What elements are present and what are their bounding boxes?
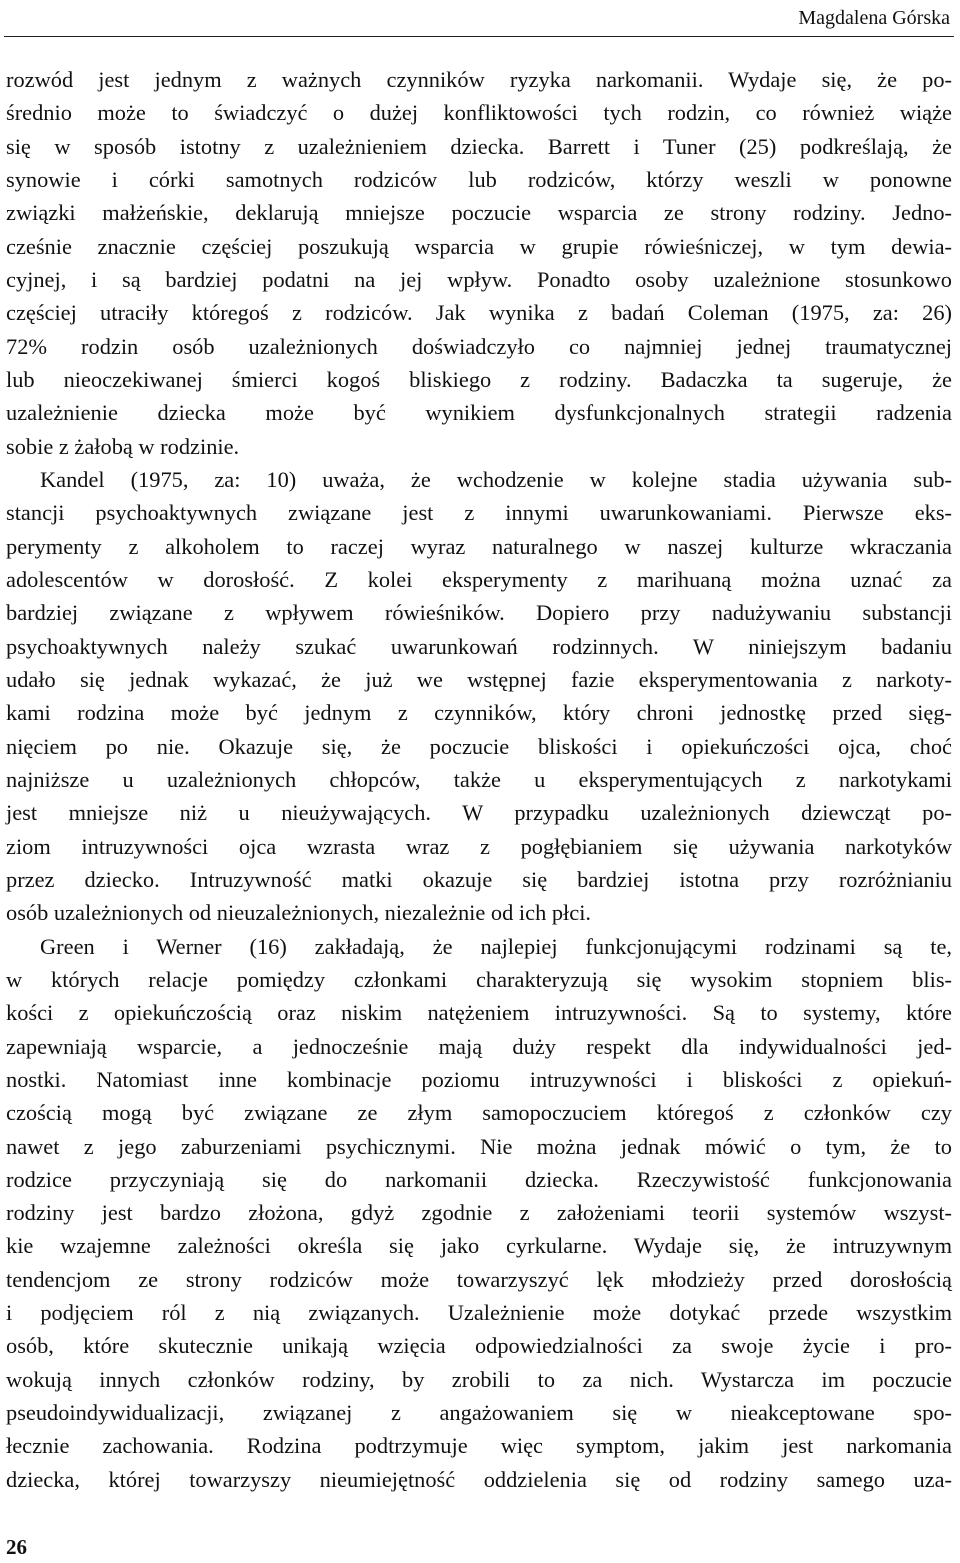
text-line: ziom intruzywności ojca wzrasta wraz z pogłębianiem się używania narkotyków	[6, 833, 952, 859]
text-line: rodzice przyczyniają się do narkomanii dziecka. Rzeczywistość funkcjonowania	[6, 1166, 952, 1192]
text-line: czością mogą być związane ze złym samopoczuciem któregoś z członków czy	[6, 1100, 952, 1126]
text-line: Kandel (1975, za: 10) uważa, że wchodzenie w kolejne stadia używania sub-	[40, 466, 952, 492]
text-line: kości z opiekuńczością oraz niskim natężeniem intruzywności. Są to systemy, które	[6, 1000, 952, 1026]
text-line: w których relacje pomiędzy członkami charakteryzują się wysokim stopniem blis-	[6, 966, 952, 992]
text-line: przez dziecko. Intruzywność matki okazuje się bardziej istotna przy rozróżnianiu	[6, 866, 952, 892]
text-line: i podjęciem ról z nią związanych. Uzależnienie może dotykać przede wszystkim	[6, 1300, 952, 1326]
running-header-author: Magdalena Górska	[798, 7, 950, 29]
text-line: się w sposób istotny z uzależnieniem dziecka. Barrett i Tuner (25) podkreślają, że	[6, 133, 952, 159]
paragraph	[6, 930, 952, 1497]
text-line: kie wzajemne zależności określa się jako cyrkularne. Wydaje się, że intruzywnym	[6, 1233, 952, 1259]
text-line: związki małżeńskie, deklarują mniejsze poczucie wsparcia ze strony rodziny. Jedno-	[6, 200, 952, 226]
text-line: pseudoindywidualizacji, związanej z angażowaniem się w nieakceptowane spo-	[6, 1400, 952, 1426]
text-body	[6, 63, 952, 1496]
text-line: zapewniają wsparcie, a jednocześnie mają duży respekt dla indywidualności jed-	[6, 1033, 952, 1059]
text-line: cześnie znacznie częściej poszukują wsparcia w grupie rówieśniczej, w tym dewia-	[6, 233, 952, 259]
text-line: uzależnienie dziecka może być wynikiem dysfunkcjonalnych strategii radzenia	[6, 400, 952, 426]
text-line: udało się jednak wykazać, że już we wstępnej fazie eksperymentowania z narkoty-	[6, 666, 952, 692]
text-line: psychoaktywnych należy szukać uwarunkowań rodzinnych. W niniejszym badaniu	[6, 633, 952, 659]
paragraph	[6, 463, 952, 930]
text-line: łecznie zachowania. Rodzina podtrzymuje więc symptom, jakim jest narkomania	[6, 1433, 952, 1459]
text-line: perymenty z alkoholem to raczej wyraz naturalnego w naszej kulturze wkraczania	[6, 533, 952, 559]
text-line: stancji psychoaktywnych związane jest z innymi uwarunkowaniami. Pierwsze eks-	[6, 500, 952, 526]
text-line: adolescentów w dorosłość. Z kolei eksperymenty z marihuaną można uznać za	[6, 566, 952, 592]
text-line: nięciem po nie. Okazuje się, że poczucie bliskości i opiekuńczości ojca, choć	[6, 733, 952, 759]
text-line: dziecka, której towarzyszy nieumiejętność oddzielenia się od rodziny samego uza-	[6, 1466, 952, 1492]
text-line: 72% rodzin osób uzależnionych doświadczyło co najmniej jednej traumatycznej	[6, 333, 952, 359]
text-line: sobie z żałobą w rodzinie.	[6, 433, 240, 459]
text-line: najniższe u uzależnionych chłopców, także u eksperymentujących z narkotykami	[6, 766, 952, 792]
page-number: 26	[6, 1535, 27, 1559]
text-line: tendencjom ze strony rodziców może towarzyszyć lęk młodzieży przed dorosłością	[6, 1266, 952, 1292]
text-line: kami rodzina może być jednym z czynników, który chroni jednostkę przed sięg-	[6, 700, 952, 726]
text-line: bardziej związane z wpływem rówieśników. Dopiero przy nadużywaniu substancji	[6, 600, 952, 626]
text-line: nawet z jego zaburzeniami psychicznymi. Nie można jednak mówić o tym, że to	[6, 1133, 952, 1159]
text-line: cyjnej, i są bardziej podatni na jej wpływ. Ponadto osoby uzależnione stosunkowo	[6, 266, 952, 292]
text-line: osób, które skutecznie unikają wzięcia odpowiedzialności za swoje życie i pro-	[6, 1333, 952, 1359]
text-line: lub nieoczekiwanej śmierci kogoś bliskiego z rodziny. Badaczka ta sugeruje, że	[6, 366, 952, 392]
text-line: wokują innych członków rodziny, by zrobili to za nich. Wystarcza im poczucie	[6, 1366, 952, 1392]
text-line: rodziny jest bardzo złożona, gdyż zgodnie z założeniami teorii systemów wszyst-	[6, 1200, 952, 1226]
text-line: średnio może to świadczyć o dużej konfliktowości tych rodzin, co również wiąże	[6, 100, 952, 126]
paragraph	[6, 63, 952, 463]
text-line: synowie i córki samotnych rodziców lub rodziców, którzy weszli w ponowne	[6, 166, 952, 192]
header-rule	[4, 36, 954, 37]
text-line: jest mniejsze niż u nieużywających. W przypadku uzależnionych dziewcząt po-	[6, 800, 952, 826]
text-line: nostki. Natomiast inne kombinacje poziomu intruzywności i bliskości z opiekuń-	[6, 1066, 952, 1092]
text-line: osób uzależnionych od nieuzależnionych, niezależnie od ich płci.	[6, 900, 592, 926]
text-line: Green i Werner (16) zakładają, że najlepiej funkcjonującymi rodzinami są te,	[40, 933, 952, 959]
text-line: częściej utraciły któregoś z rodziców. Jak wynika z badań Coleman (1975, za: 26)	[6, 300, 952, 326]
text-line: rozwód jest jednym z ważnych czynników ryzyka narkomanii. Wydaje się, że po-	[6, 67, 952, 92]
